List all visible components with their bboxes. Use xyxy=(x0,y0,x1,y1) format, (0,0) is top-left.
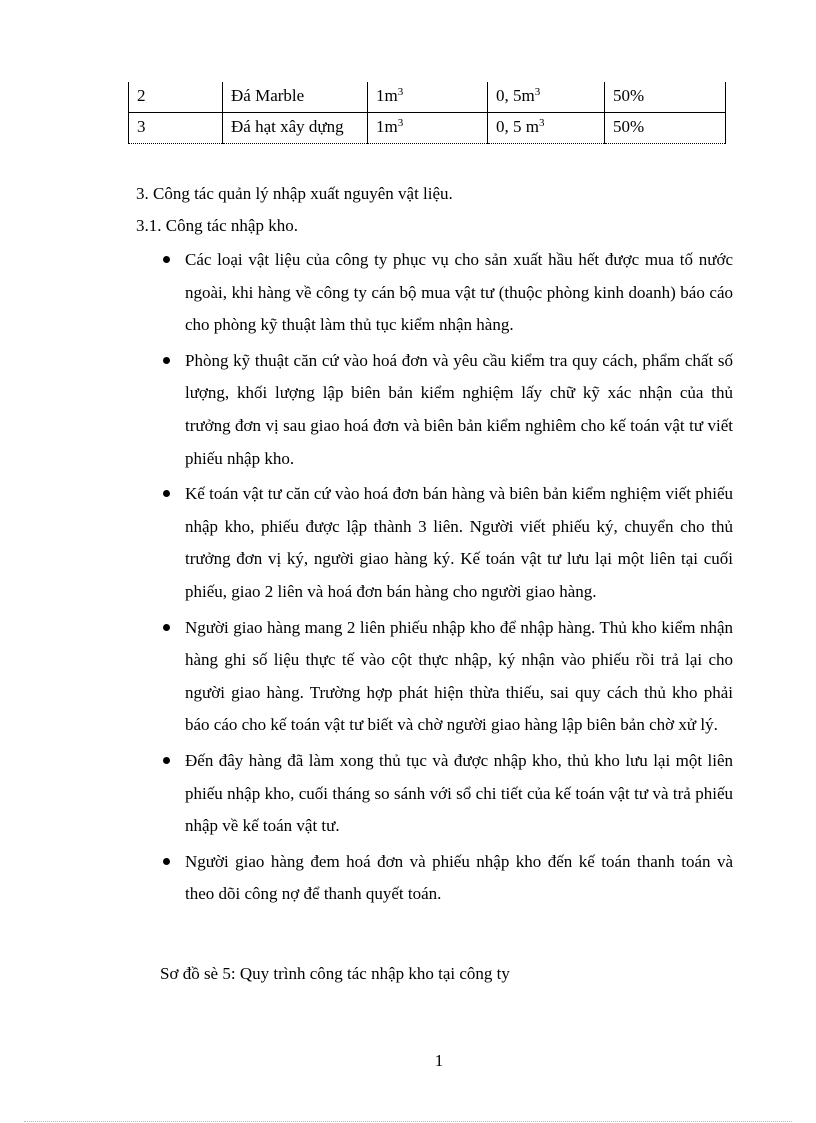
page-number: 1 xyxy=(434,1051,444,1070)
subsection-heading: 3.1. Công tác nhập kho. xyxy=(136,216,298,235)
list-item-text: Người giao hàng mang 2 liên phiếu nhập kho để nhập hàng. Thủ kho kiểm nhận hàng ghi số liệu thực tế vào cột thực nhập, ký nhận vào phiếu rồi trả lại cho người giao hàng. Trường hợp phát hiện thừa thiếu, sai quy cách thủ kho phải báo cáo cho kế toán vật tư biết và chờ người giao hàng lập biên bản chờ xử lý. xyxy=(185,617,733,735)
bullet-icon xyxy=(163,624,170,631)
section-heading: 3. Công tác quản lý nhập xuất nguyên vật liệu. xyxy=(136,184,453,203)
table-cell-base-quantity: $1m^3$ xyxy=(368,82,488,113)
table-cell-quantity: 0, $5m^3$ xyxy=(488,82,605,113)
list-item-text: Các loại vật liệu của công ty phục vụ cho sản xuất hầu hết được mua tố nước ngoài, khi hàng về công ty cán bộ mua vật tư (thuộc phòng kinh doanh) báo cáo cho phòng kỹ thuật làm thủ tục kiểm nhận hàng. xyxy=(185,250,733,335)
list-item xyxy=(160,244,733,342)
list-item-text: Người giao hàng đem hoá đơn và phiếu nhập kho đến kế toán thanh toán và theo dõi công nợ để thanh quyết toán. xyxy=(185,851,733,904)
list-item-text: Phòng kỹ thuật căn cứ vào hoá đơn và yêu cầu kiểm tra quy cách, phẩm chất số lượng, khối lượng lập biên bản kiểm nghiệm lấy chữ kỹ xác nhận của thủ trưởng đơn vị sau giao hoá đơn và biên bản kiểm nghiêm cho kế toán vật tư viết phiếu nhập kho. xyxy=(185,350,733,468)
bullet-icon xyxy=(163,357,170,364)
bullet-icon xyxy=(163,757,170,764)
table-cell-material: Đá hạt xây dựng xyxy=(223,113,368,144)
table-cell-index: 2 xyxy=(129,82,223,113)
table-cell-percent: 50% xyxy=(605,82,726,113)
table-cell-percent: 50% xyxy=(605,113,726,144)
list-item xyxy=(160,478,733,608)
table-row xyxy=(129,113,726,144)
list-item xyxy=(160,612,733,742)
list-item-text: Đến đây hàng đã làm xong thủ tục và được nhập kho, thủ kho lưu lại một liên phiếu nhập kho, cuối tháng so sánh với sổ chi tiết của kế toán vật tư và trả phiếu nhập về kế toán vật tư. xyxy=(185,750,733,836)
list-item xyxy=(160,846,733,911)
materials-table xyxy=(128,82,726,144)
bullet-list xyxy=(160,244,733,914)
bullet-icon xyxy=(163,858,170,865)
table-cell-material: Đá Marble xyxy=(223,82,368,113)
bullet-icon xyxy=(163,256,170,263)
list-item-text: Kế toán vật tư căn cứ vào hoá đơn bán hàng và biên bản kiểm nghiệm viết phiếu nhập kho, phiếu được lập thành 3 liên. Người viết phiếu ký, chuyển cho thủ trưởng đơn vị ký, người giao hàng ký. Kế toán vật tư lưu lại một liên tại cuối phiếu, giao 2 liên và hoá đơn bán hàng cho người giao hàng. xyxy=(185,484,733,601)
table-cell-quantity: 0, 5 $m^3$ xyxy=(488,113,605,144)
diagram-caption: Sơ đồ sè 5: Quy trình công tác nhập kho tại công ty xyxy=(160,964,510,983)
page-bottom-divider xyxy=(24,1121,792,1122)
table-row xyxy=(129,82,726,113)
list-item xyxy=(160,745,733,843)
table-cell-index: 3 xyxy=(129,113,223,144)
bullet-icon xyxy=(163,490,170,497)
list-item xyxy=(160,345,733,475)
table-cell-base-quantity: $1m^3$ xyxy=(368,113,488,144)
